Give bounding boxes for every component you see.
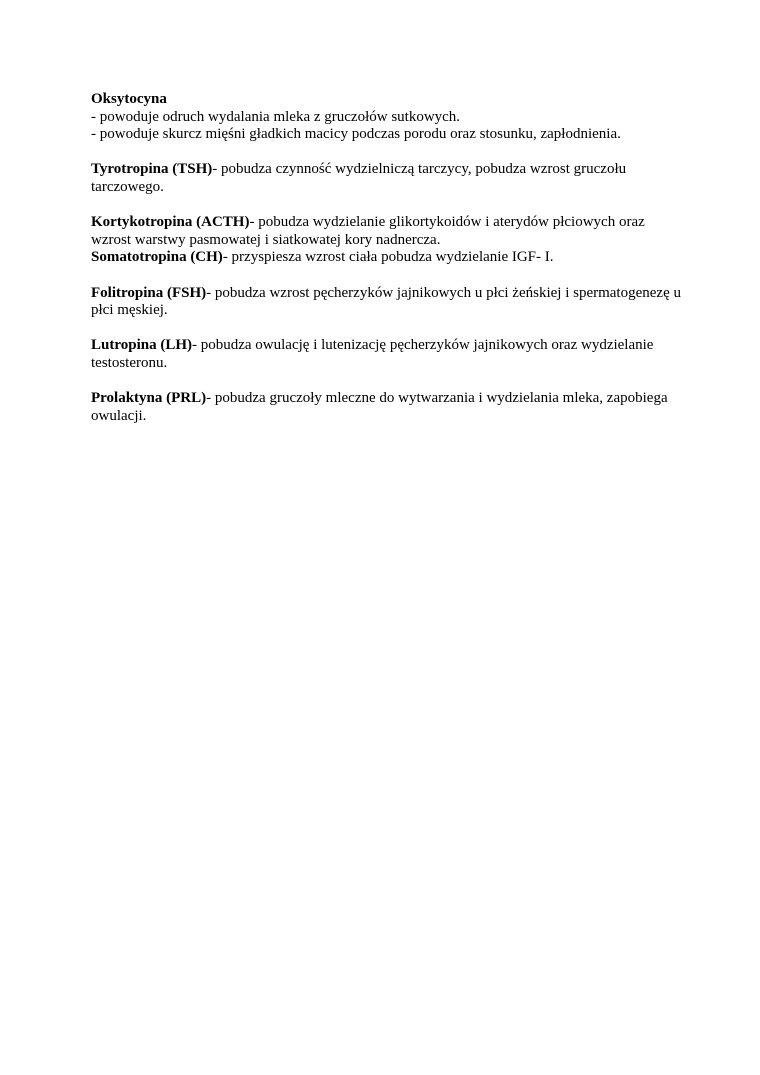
section-lh <box>91 337 681 372</box>
text-prl: - pobudza gruczoły mleczne do wytwarzania i wydzielania mleka, zapobiega owulacji. <box>91 390 668 424</box>
document-body <box>91 91 681 443</box>
term-ch: Somatotropina (CH) <box>91 249 223 266</box>
text-lh: - pobudza owulację i lutenizację pęcherzyków jajnikowych oraz wydzielanie testosteronu. <box>91 337 654 371</box>
heading-oksytocyna: Oksytocyna <box>91 91 167 107</box>
oksytocyna-line-2: - powoduje skurcz mięśni gładkich macicy podczas porodu oraz stosunku, zapłodnienia. <box>91 126 621 143</box>
oksytocyna-line-1: - powoduje odruch wydalania mleka z gruczołów sutkowych. <box>91 108 461 125</box>
section-oksytocyna <box>91 91 681 144</box>
text-acth: - pobudza wydzielanie glikortykoidów i aterydów płciowych oraz wzrost warstwy pasmowatej i siatkowatej kory nadnercza. <box>91 214 645 248</box>
section-prl <box>91 390 681 425</box>
term-lh: Lutropina (LH) <box>91 337 192 354</box>
text-fsh: - pobudza wzrost pęcherzyków jajnikowych u płci żeńskiej i spermatogenezę u płci męskiej. <box>91 284 681 319</box>
section-fsh <box>91 285 681 320</box>
section-tsh <box>91 161 681 196</box>
section-ch <box>91 249 681 267</box>
term-acth: Kortykotropina (ACTH) <box>91 214 250 231</box>
text-tsh: - pobudza czynność wydzielniczą tarczycy, pobudza wzrost gruczołu tarczowego. <box>91 161 627 195</box>
term-tsh: Tyrotropina (TSH) <box>91 161 213 178</box>
term-fsh: Folitropina (FSH) <box>91 284 207 301</box>
text-ch: - przyspiesza wzrost ciała pobudza wydzielanie IGF- I. <box>222 249 554 266</box>
term-prl: Prolaktyna (PRL) <box>91 390 207 407</box>
section-acth <box>91 214 681 249</box>
